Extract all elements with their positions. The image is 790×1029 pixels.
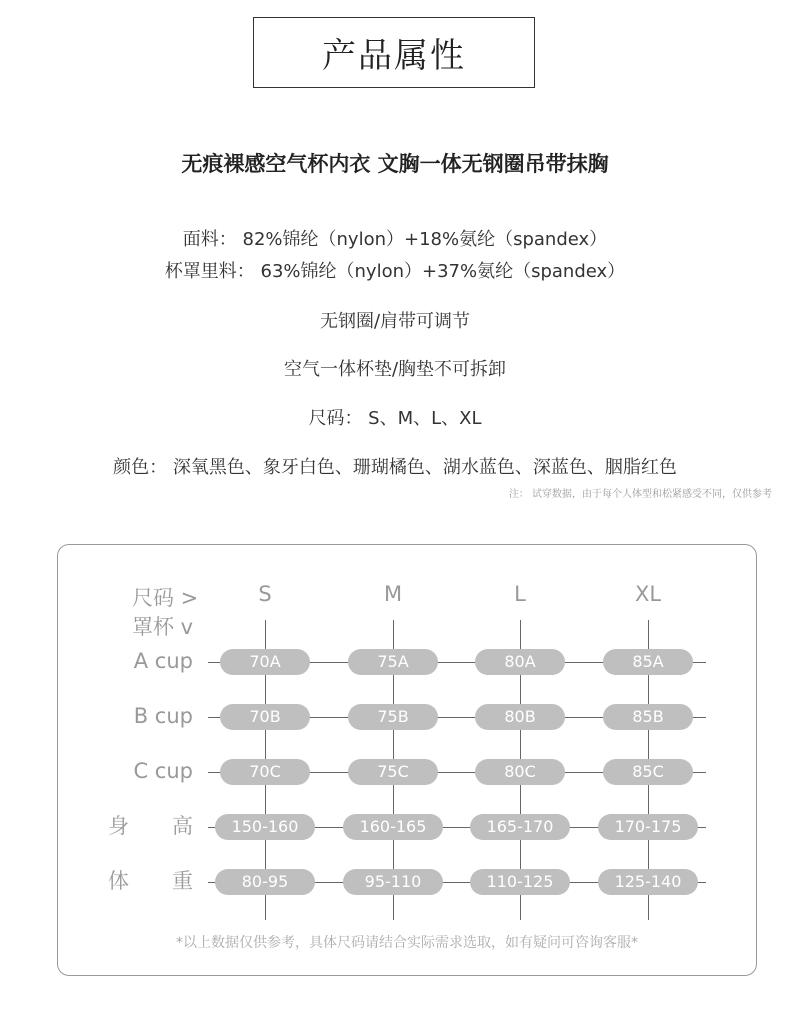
column-head-s: S bbox=[258, 582, 272, 606]
column-head-xl: XL bbox=[634, 582, 662, 606]
spec-size: 尺码： S、M、L、XL bbox=[308, 408, 482, 429]
row-label-b-cup: B cup bbox=[133, 704, 193, 728]
row-label-height bbox=[108, 813, 193, 839]
row-label-height-char1: 身 bbox=[108, 814, 129, 838]
size-cell: 70C bbox=[220, 759, 310, 785]
size-cell: 165-170 bbox=[470, 814, 570, 840]
column-head-l: L bbox=[514, 582, 526, 606]
spec-pad: 空气一体杯垫/胸垫不可拆卸 bbox=[283, 359, 507, 380]
size-cell: 170-175 bbox=[598, 814, 698, 840]
size-cell: 85C bbox=[603, 759, 693, 785]
size-cell: 80B bbox=[475, 704, 565, 730]
fit-note: 注： 试穿数据，由于每个人体型和松紧感受不同，仅供参考 bbox=[508, 489, 772, 500]
column-head-m: M bbox=[383, 582, 403, 606]
spec-fabric: 面料： 82%锦纶（nylon）+18%氨纶（spandex） bbox=[182, 229, 608, 250]
row-label-c-cup: C cup bbox=[133, 759, 193, 783]
size-cell: 110-125 bbox=[470, 869, 570, 895]
row-label-a-cup: A cup bbox=[133, 649, 193, 673]
chart-footnote: *以上数据仅供参考，具体尺码请结合实际需求选取，如有疑问可咨询客服* bbox=[176, 935, 638, 951]
row-label-weight-char1: 体 bbox=[108, 869, 129, 893]
size-cell: 70A bbox=[220, 649, 310, 675]
header-size-label: 尺码 > bbox=[132, 586, 199, 610]
size-cell: 80A bbox=[475, 649, 565, 675]
size-cell: 150-160 bbox=[215, 814, 315, 840]
header-cup-label: 罩杯 v bbox=[132, 615, 194, 639]
row-label-height-char2: 高 bbox=[172, 814, 193, 838]
product-name: 无痕裸感空气杯内衣 文胸一体无钢圈吊带抹胸 bbox=[181, 152, 609, 176]
size-cell: 75C bbox=[348, 759, 438, 785]
size-cell: 75B bbox=[348, 704, 438, 730]
spec-color: 颜色： 深氧黑色、象牙白色、珊瑚橘色、湖水蓝色、深蓝色、胭脂红色 bbox=[113, 457, 677, 478]
row-label-weight bbox=[108, 868, 193, 894]
spec-lining: 杯罩里料： 63%锦纶（nylon）+37%氨纶（spandex） bbox=[164, 261, 626, 282]
size-cell: 95-110 bbox=[343, 869, 443, 895]
size-cell: 125-140 bbox=[598, 869, 698, 895]
spec-wire: 无钢圈/肩带可调节 bbox=[319, 311, 471, 332]
row-label-weight-char2: 重 bbox=[172, 869, 193, 893]
size-cell: 75A bbox=[348, 649, 438, 675]
section-title: 产品属性 bbox=[253, 17, 535, 88]
size-cell: 80-95 bbox=[215, 869, 315, 895]
size-cell: 85A bbox=[603, 649, 693, 675]
size-cell: 160-165 bbox=[343, 814, 443, 840]
size-cell: 85B bbox=[603, 704, 693, 730]
size-cell: 70B bbox=[220, 704, 310, 730]
size-cell: 80C bbox=[475, 759, 565, 785]
